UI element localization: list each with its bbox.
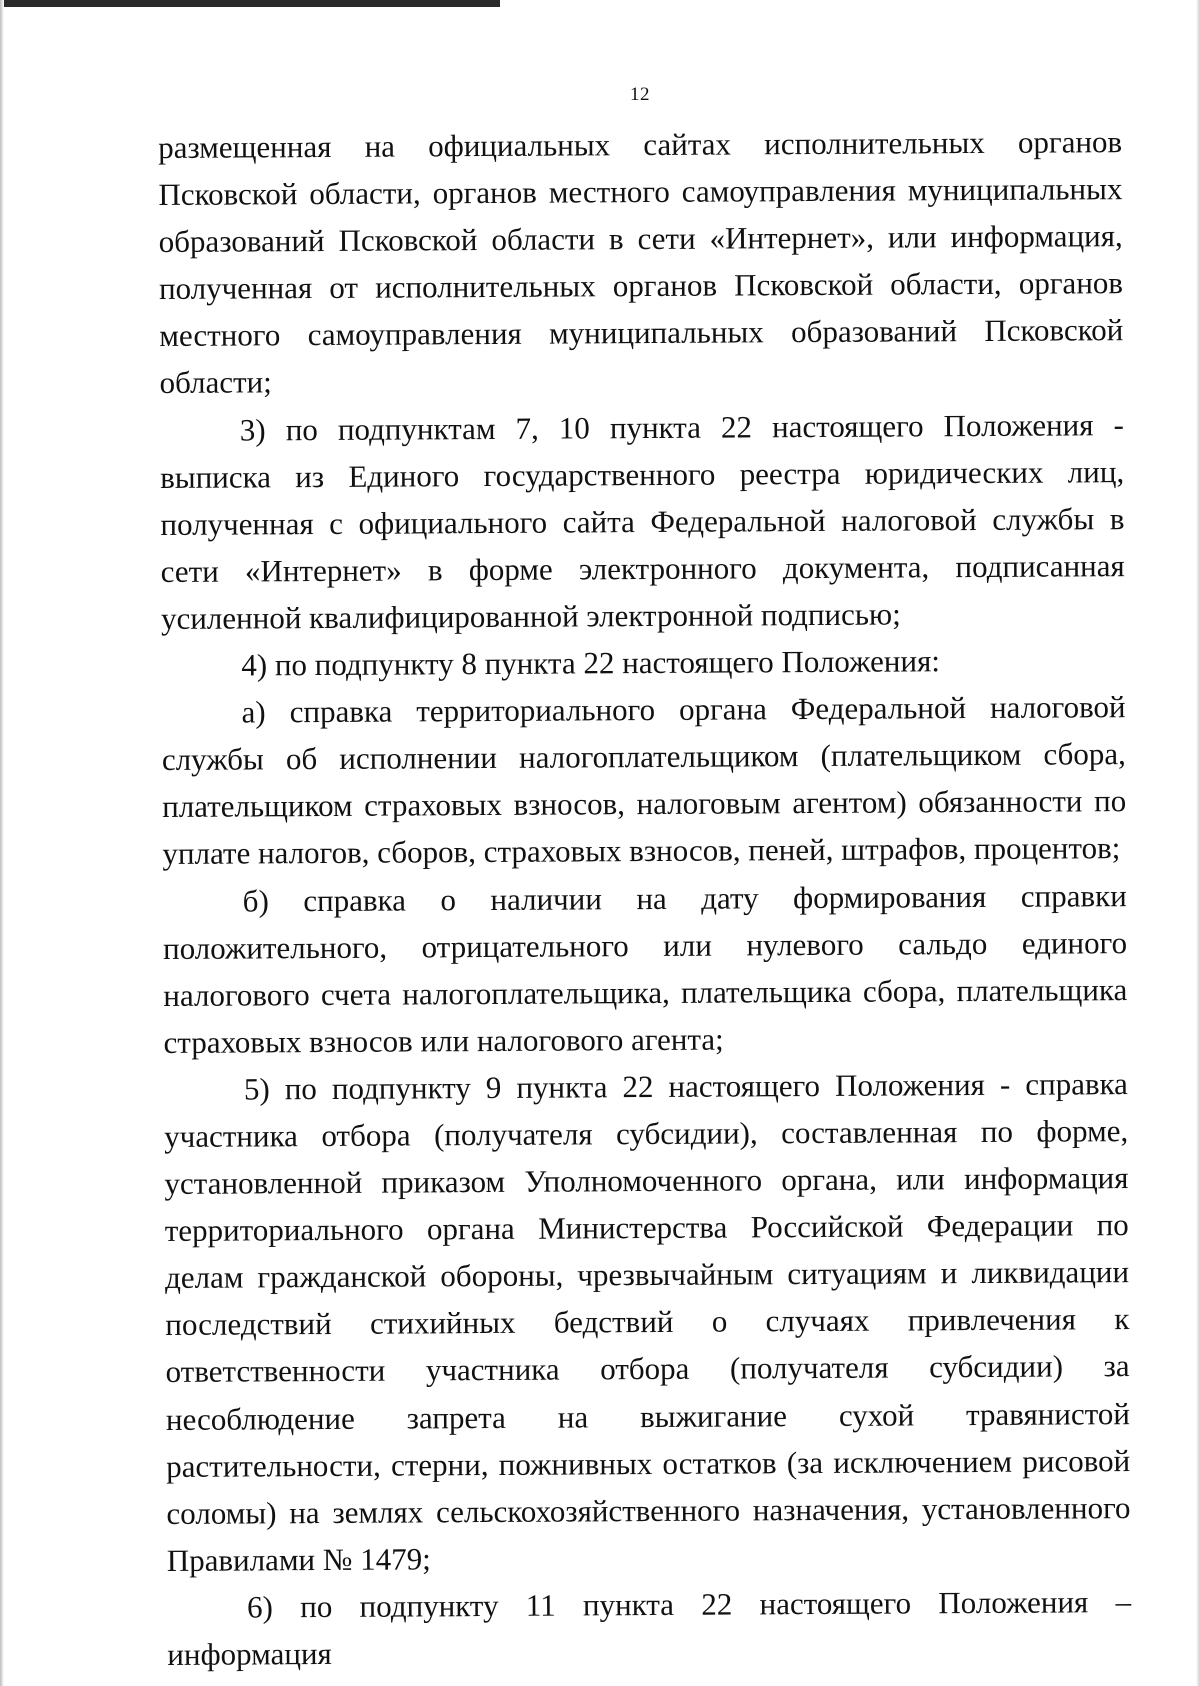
paragraph-item-3: 3) по подпунктам 7, 10 пункта 22 настоящего Положения - выписка из Единого государственного реестра юридических лиц, полученная с официального сайта Федеральной налоговой службы в сети «Интернет» в форме электронного документа, подписанная усиленной квалифицированной электронной подписью; bbox=[160, 406, 1125, 636]
paragraph-item-4: 4) по подпункту 8 пункта 22 настоящего Положения: bbox=[241, 643, 941, 683]
page-number: 12 bbox=[630, 84, 650, 105]
paragraph-item-6: 6) по подпункту 11 пункта 22 настоящего Положения – информация bbox=[167, 1583, 1132, 1672]
scan-right-edge bbox=[1196, 0, 1200, 1686]
document-body bbox=[158, 118, 1131, 1678]
paragraph-item-5: 5) по подпункту 9 пункта 22 настоящего Положения - справка участника отбора (получателя субсидии), составленная по форме, установленной приказом Уполномоченного органа, или информация территориального органа Министерства Российской Федерации по делам гражданской обороны, чрезвычайным ситуациям и ликвидации последствий стихийных бедствий о случаях привлечения к ответственности участника отбора (получателя субсидии) за несоблюдение запрета на выжигание сухой травянистой растительности, стерни, пожнивных остатков (за исключением рисовой соломы) на землях сельскохозяйственного назначения, установленного Правилами № 1479; bbox=[164, 1065, 1131, 1578]
paragraph-continuation: размещенная на официальных сайтах исполнительных органов Псковской области, органов местного самоуправления муниципальных образований Псковской области в сети «Интернет», или информация, полученная от исполнительных органов Псковской области, органов местного самоуправления муниципальных образований Псковской области; bbox=[158, 124, 1124, 401]
scan-edge-bar bbox=[0, 0, 500, 7]
paragraph-item-4a: а) справка территориального органа Федеральной налоговой службы об исполнении налогоплательщиком (плательщиком сбора, плательщиком страховых взносов, налоговым агентом) обязанности по уплате налогов, сборов, страховых взносов, пеней, штрафов, процентов; bbox=[161, 689, 1127, 872]
scan-left-edge bbox=[0, 0, 4, 1686]
paragraph-item-4b: б) справка о наличии на дату формирования справки положительного, отрицательного или нулевого сальдо единого налогового счета налогоплательщика, плательщика сбора, плательщика страховых взносов или налогового агента; bbox=[162, 877, 1128, 1060]
